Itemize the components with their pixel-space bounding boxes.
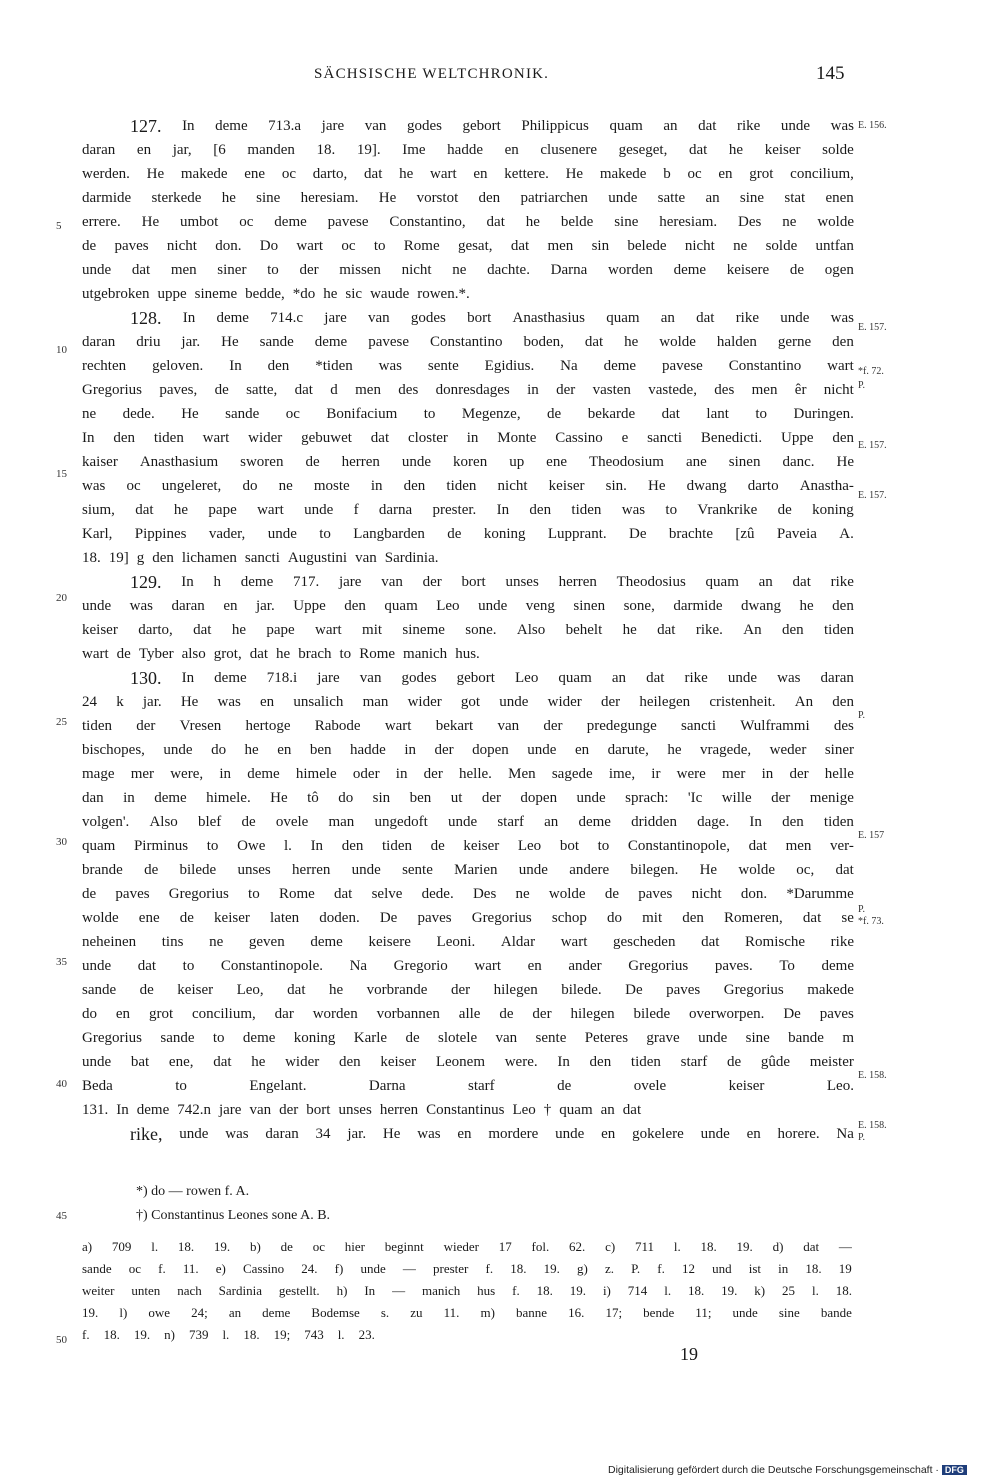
text-line: volgen'. Also blef de ovele man ungedoft unde starf an deme dridden dage. In den tiden bbox=[82, 814, 854, 830]
line-number: 25 bbox=[56, 716, 67, 728]
margin-note: E. 158. bbox=[858, 1120, 887, 1131]
text-line: unde bat ene, dat he wider den keiser Leonem were. In den tiden starf de gûde meister bbox=[82, 1054, 854, 1070]
margin-note: E. 156. bbox=[858, 120, 887, 131]
text-line: wolde ene de keiser laten doden. De paves Gregorius schop do mit den Romeren, dat se bbox=[82, 910, 854, 926]
variant-note-line: a) 709 l. 18. 19. b) de oc hier beginnt wieder 17 fol. 62. c) 711 l. 18. 19. d) dat — bbox=[82, 1239, 852, 1254]
text-line: rike, unde was daran 34 jar. He was en mordere unde en gokelere unde en horere. Na bbox=[130, 1124, 854, 1144]
line-number: 35 bbox=[56, 956, 67, 968]
text-line: unde was daran en jar. Uppe den quam Leo unde veng sinen sone, darmide dwang he den bbox=[82, 598, 854, 614]
line-number: 15 bbox=[56, 468, 67, 480]
text-line: tiden der Vresen hertoge Rabode wart bekart van der predegunge sancti Wulframmi des bbox=[82, 718, 854, 734]
text-line: errere. He umbot oc deme pavese Constantino, dat he belde sine heresiam. Des ne wolde bbox=[82, 214, 854, 230]
margin-note: P. bbox=[858, 380, 865, 391]
text-line: dan in deme himele. He tô do sin ben ut der dopen unde sprach: 'Ic wille der menige bbox=[82, 790, 854, 806]
line-number: 5 bbox=[56, 220, 62, 232]
text-line: 24 k jar. He was en unsalich man wider got unde wider der heilegen cristenheit. An den bbox=[82, 694, 854, 710]
margin-note: E. 157. bbox=[858, 440, 887, 451]
page-number: 145 bbox=[816, 63, 845, 84]
line-number: 40 bbox=[56, 1078, 67, 1090]
line-number: 50 bbox=[56, 1334, 67, 1346]
text-line: ne dede. He sande oc Bonifacium to Megenze, de bekarde dat lant to Duringen. bbox=[82, 406, 854, 422]
text-line: 127. In deme 713.a jare van godes gebort Philippicus quam an dat rike unde was bbox=[130, 116, 854, 136]
margin-note: E. 157. bbox=[858, 322, 887, 333]
text-line: was oc ungeleret, do ne moste in den tiden nicht keiser sin. He dwang darto Anastha- bbox=[82, 478, 854, 494]
text-line: brande de bilede unses herren unde sente Marien unde andere bilegen. He wolde oc, dat bbox=[82, 862, 854, 878]
text-line: daran driu jar. He sande deme pavese Constantino boden, dat he wolde halden gerne den bbox=[82, 334, 854, 350]
text-line: daran en jar, [6 manden 18. 19]. Ime hadde en clusenere geseget, dat he keiser solde bbox=[82, 142, 854, 158]
text-line: rechten geloven. In den *tiden was sente Egidius. Na deme pavese Constantino wart bbox=[82, 358, 854, 374]
text-line: de paves Gregorius to Rome dat selve dede. Des ne wolde de paves nicht don. *Darumme bbox=[82, 886, 854, 902]
text-line: Beda to Engelant. Darna starf de ovele keiser Leo. bbox=[82, 1078, 854, 1094]
text-line: bischopes, unde do he en ben hadde in der dopen unde en darute, he vragede, weder siner bbox=[82, 742, 854, 758]
text-line: sande de keiser Leo, dat he vorbrande der hilegen bilede. De paves Gregorius makede bbox=[82, 982, 854, 998]
page-header bbox=[0, 63, 1000, 90]
margin-note: E. 157 bbox=[858, 830, 885, 841]
text-line: 130. In deme 718.i jare van godes gebort Leo quam an dat rike unde was daran bbox=[130, 668, 854, 688]
text-line: werden. He makede ene oc darto, dat he wart en kettere. He makede b oc en grot concilium, bbox=[82, 166, 854, 182]
footer-text: Digitalisierung gefördert durch die Deutsche Forschungsgemeinschaft · bbox=[608, 1464, 939, 1476]
text-line: keiser darto, dat he pape wart mit sineme sone. Also behelt he dat rike. An den tiden bbox=[82, 622, 854, 638]
text-line: de paves nicht don. Do wart oc to Rome gesat, dat men sin belede nicht ne solde untfan bbox=[82, 238, 854, 254]
text-line: In den tiden wart wider gebuwet dat closter in Monte Cassino e sancti Benedicti. Uppe den bbox=[82, 430, 854, 446]
footnote: †) Constantinus Leones sone A. B. bbox=[136, 1208, 331, 1223]
footnote: *) do — rowen f. A. bbox=[136, 1184, 250, 1199]
text-line: utgebroken uppe sineme bedde, *do he sic waude rowen.*. bbox=[82, 286, 470, 302]
digitization-footer bbox=[608, 1464, 967, 1476]
text-line: sium, dat he pape wart unde f darna prester. In den tiden was to Vrankrike de koning bbox=[82, 502, 854, 518]
text-line: 128. In deme 714.c jare van godes bort Anasthasius quam an dat rike unde was bbox=[130, 308, 854, 328]
variant-note-line: weiter unten nach Sardinia gestellt. h) In — manich hus f. 18. 19. i) 714 l. 18. 19. k) 25 l. 18. bbox=[82, 1283, 852, 1298]
text-line: kaiser Anasthasium sworen de herren unde koren up ene Theodosium ane sinen danc. He bbox=[82, 454, 854, 470]
line-number: 10 bbox=[56, 344, 67, 356]
margin-note: *f. 72. bbox=[858, 366, 884, 377]
line-number: 20 bbox=[56, 592, 67, 604]
margin-note: E. 158. bbox=[858, 1070, 887, 1081]
variant-note-line: 19. l) owe 24; an deme Bodemse s. zu 11. m) banne 16. 17; bende 11; unde sine bande bbox=[82, 1305, 852, 1320]
margin-note: *f. 73. bbox=[858, 916, 884, 927]
text-line: unde dat to Constantinopole. Na Gregorio wart en ander Gregorius paves. To deme bbox=[82, 958, 854, 974]
text-line: unde dat men siner to der missen nicht ne dachte. Darna worden deme keisere de ogen bbox=[82, 262, 854, 278]
text-line: mage mer were, in deme himele oder in der helle. Men sagede ime, ir were mer in der helle bbox=[82, 766, 854, 782]
variant-note-line: sande oc f. 11. e) Cassino 24. f) unde — prester f. 18. 19. g) z. P. f. 12 und ist in 18. 19 bbox=[82, 1261, 852, 1276]
text-line: 129. In h deme 717. jare van der bort unses herren Theodosius quam an dat rike bbox=[130, 572, 854, 592]
text-line: Gregorius paves, de satte, dat d men des donresdages in der vasten vastede, des men êr nicht bbox=[82, 382, 854, 398]
text-line: Karl, Pippines vader, unde to Langbarden de koning Lupprant. De brachte [zû Paveia A. bbox=[82, 526, 854, 542]
text-line: 18. 19] g den lichamen sancti Augustini van Sardinia. bbox=[82, 550, 439, 566]
margin-note: P. bbox=[858, 1132, 865, 1143]
dfg-logo: DFG bbox=[942, 1465, 967, 1475]
signature-mark: 19 bbox=[680, 1344, 698, 1364]
variant-note-line: f. 18. 19. n) 739 l. 18. 19; 743 l. 23. bbox=[82, 1327, 375, 1342]
margin-note: P. bbox=[858, 710, 865, 721]
text-line: do en grot concilium, dar worden vorbannen alle de der hilegen bilede overworpen. De paves bbox=[82, 1006, 854, 1022]
margin-note: E. 157. bbox=[858, 490, 887, 501]
margin-note: P. bbox=[858, 904, 865, 915]
text-line: neheinen tins ne geven deme keisere Leoni. Aldar wart gescheden dat Romische rike bbox=[82, 934, 854, 950]
text-line: 131. In deme 742.n jare van der bort unses herren Constantinus Leo † quam an dat bbox=[82, 1102, 642, 1118]
text-line: wart de Tyber also grot, dat he brach to Rome manich hus. bbox=[82, 646, 480, 662]
line-number: 45 bbox=[56, 1210, 67, 1222]
text-line: quam Pirminus to Owe l. In den tiden de keiser Leo bot to Constantinopole, dat men ver- bbox=[82, 838, 854, 854]
running-title: SÄCHSISCHE WELTCHRONIK. bbox=[314, 66, 550, 82]
line-number: 30 bbox=[56, 836, 67, 848]
text-line: Gregorius sande to deme koning Karle de slotele van sente Peteres grave unde sine bande m bbox=[82, 1030, 854, 1046]
text-line: darmide sterkede he sine heresiam. He vorstot den patriarchen unde satte an sine stat enen bbox=[82, 190, 854, 206]
